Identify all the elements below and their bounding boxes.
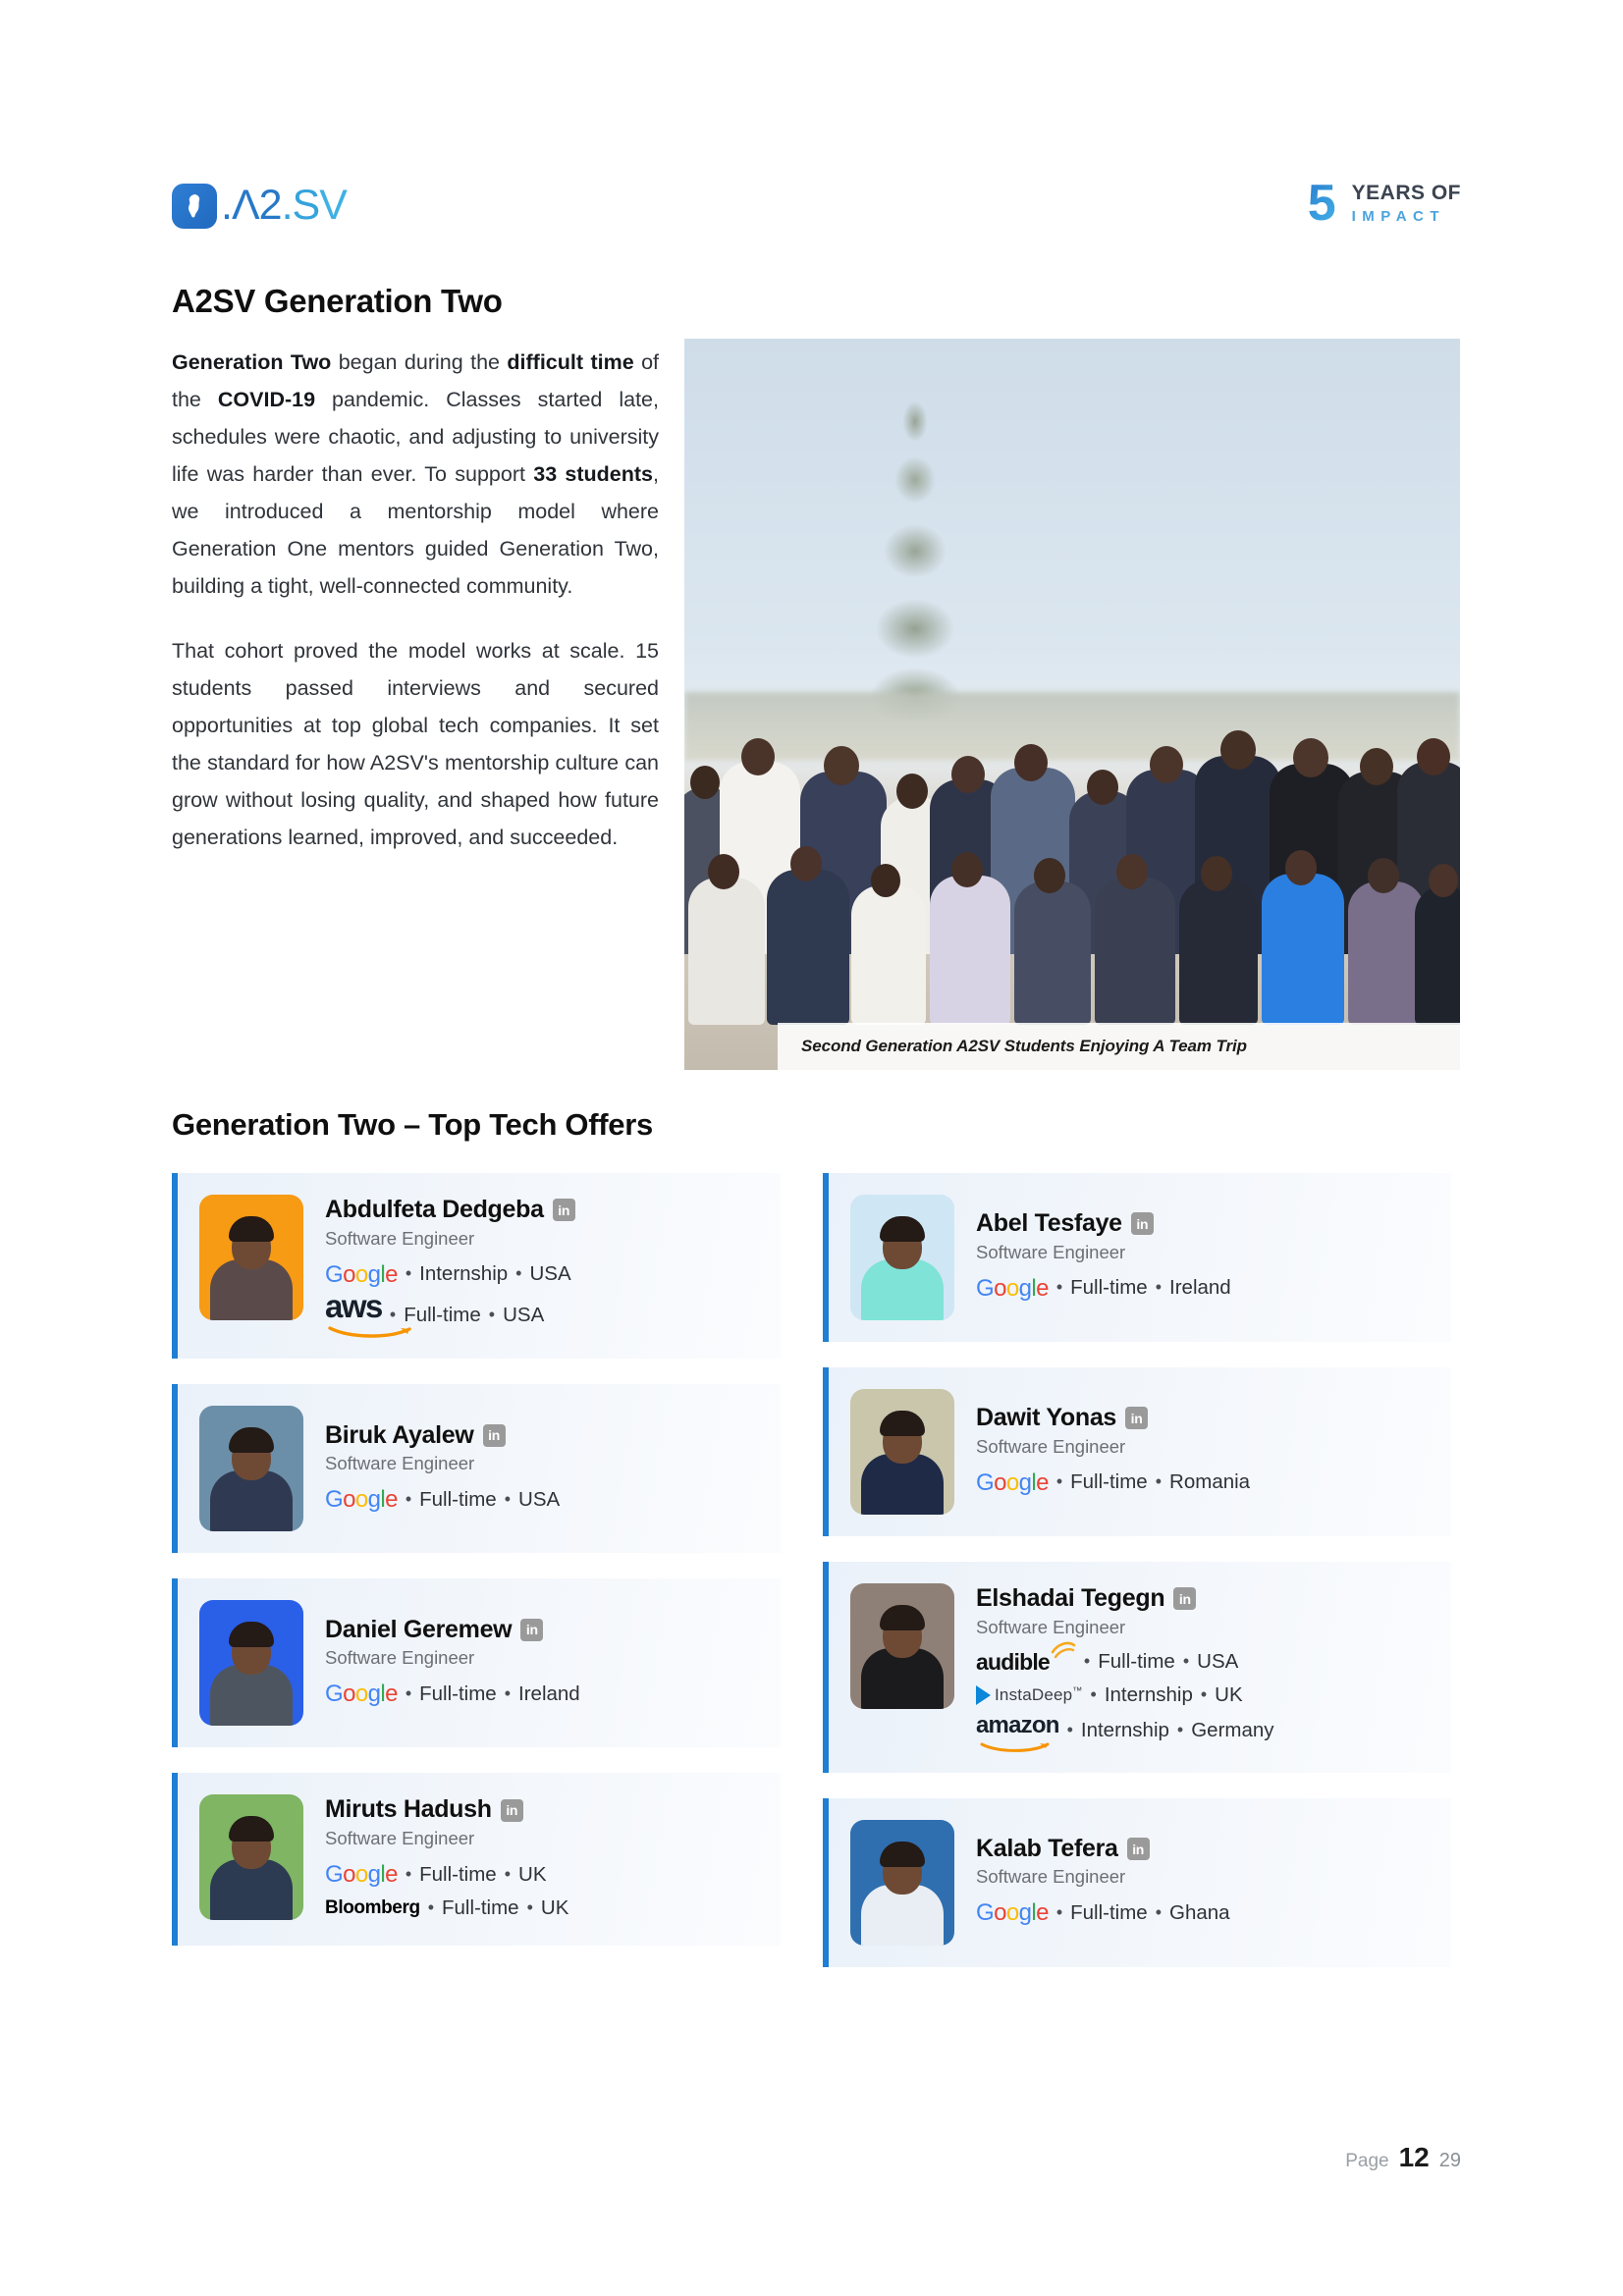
student-role: Software Engineer	[325, 1453, 475, 1474]
a2sv-logo-mark-icon	[172, 184, 217, 229]
photo-crowd-front-row	[684, 819, 1460, 1025]
offer-type: Internship	[1080, 1719, 1169, 1742]
bullet-separator: •	[504, 1863, 512, 1884]
student-role: Software Engineer	[976, 1241, 1126, 1262]
student-name-text: Abdulfeta Dedgeba	[325, 1196, 544, 1223]
linkedin-icon[interactable]: in	[520, 1619, 543, 1641]
offer-type: Full-time	[404, 1303, 481, 1326]
avatar	[850, 1195, 954, 1320]
offer-card-info	[976, 1208, 1434, 1307]
bullet-separator: •	[1176, 1720, 1184, 1740]
instadeep-logo-icon: InstaDeep™	[976, 1682, 1083, 1708]
student-name	[325, 1197, 763, 1224]
paragraph-2: That cohort proved the model works at scale. 15 students passed interviews and secured opportunities at top global tech companies. It set the standard for how A2SV's mentorship culture can grow without losing quality, and shaped how future generations learned, improved, and succeeded.	[172, 639, 659, 849]
offer-location: Germany	[1191, 1719, 1274, 1742]
linkedin-icon[interactable]: in	[483, 1424, 506, 1447]
offer-row	[976, 1645, 1434, 1681]
footer-page-number: 12	[1398, 2142, 1430, 2172]
offer-card-info	[325, 1794, 763, 1923]
page-footer	[1345, 2142, 1461, 2173]
offer-card[interactable]	[172, 1773, 781, 1945]
bullet-separator: •	[1083, 1651, 1091, 1672]
student-name	[976, 1585, 1434, 1613]
offer-location: UK	[540, 1896, 569, 1920]
offer-row	[976, 1270, 1434, 1307]
offers-section-title: Generation Two – Top Tech Offers	[172, 1107, 653, 1142]
bullet-separator: •	[1155, 1901, 1163, 1922]
offer-type: Full-time	[419, 1862, 497, 1886]
student-role: Software Engineer	[976, 1616, 1126, 1637]
student-role: Software Engineer	[325, 1827, 475, 1848]
offer-type: Internship	[1104, 1683, 1193, 1707]
offer-type: Full-time	[442, 1896, 519, 1920]
student-name-text: Biruk Ayalew	[325, 1420, 474, 1449]
google-logo-icon: Google	[325, 1681, 398, 1708]
google-logo-icon: Google	[325, 1860, 398, 1888]
linkedin-icon[interactable]: in	[501, 1799, 523, 1822]
bullet-separator: •	[405, 1488, 412, 1509]
offer-card[interactable]	[172, 1578, 781, 1747]
student-name-text: Kalab Tefera	[976, 1834, 1118, 1862]
student-name	[976, 1405, 1434, 1432]
google-logo-icon: Google	[976, 1468, 1049, 1496]
offer-card-info	[976, 1403, 1434, 1501]
google-logo-icon: Google	[976, 1274, 1049, 1302]
linkedin-icon[interactable]: in	[1127, 1838, 1150, 1860]
offer-row	[976, 1680, 1434, 1711]
offer-card-info	[325, 1195, 763, 1337]
offer-card[interactable]	[823, 1367, 1451, 1536]
offer-location: UK	[1215, 1683, 1243, 1707]
offer-location: USA	[518, 1487, 561, 1511]
body-copy	[172, 344, 659, 883]
student-role: Software Engineer	[976, 1866, 1126, 1888]
offer-card[interactable]	[172, 1384, 781, 1553]
bullet-separator: •	[526, 1897, 533, 1918]
page-title: A2SV Generation Two	[172, 283, 503, 319]
student-name	[976, 1836, 1434, 1863]
offer-row	[325, 1287, 763, 1338]
student-name-text: Dawit Yonas	[976, 1404, 1117, 1432]
impact-years-of-label: YEARS OF	[1351, 182, 1461, 205]
bullet-separator: •	[515, 1263, 522, 1284]
amazon-logo-icon: amazon	[976, 1711, 1059, 1751]
offer-card[interactable]	[172, 1173, 781, 1359]
offer-location: Ireland	[518, 1682, 580, 1705]
bullet-separator: •	[504, 1488, 512, 1509]
avatar	[199, 1794, 303, 1920]
offer-type: Full-time	[419, 1487, 497, 1511]
offer-cards-column-right	[823, 1173, 1451, 1993]
bullet-separator: •	[1055, 1471, 1063, 1492]
offer-type: Full-time	[419, 1682, 497, 1705]
bullet-separator: •	[1200, 1684, 1208, 1705]
student-name-text: Elshadai Tegegn	[976, 1584, 1165, 1612]
paragraph-1: Generation Two began during the difficult time of the COVID-19 pandemic. Classes started late, schedules were chaotic, and adjusting to university life was harder than ever. To support 33 students, we introduced a mentorship model where Generation One mentors guided Generation Two, building a tight, well-connected community.	[172, 350, 659, 598]
student-name	[976, 1210, 1434, 1238]
avatar	[199, 1600, 303, 1726]
student-role: Software Engineer	[976, 1435, 1126, 1457]
bullet-separator: •	[405, 1682, 412, 1703]
bullet-separator: •	[427, 1897, 434, 1918]
student-name	[325, 1422, 763, 1450]
impact-number: 5	[1308, 182, 1342, 225]
avatar	[199, 1406, 303, 1531]
bullet-separator: •	[405, 1863, 412, 1884]
a2sv-logo	[172, 182, 347, 230]
offer-card-info	[976, 1834, 1434, 1932]
offer-location: UK	[518, 1862, 547, 1886]
avatar	[850, 1583, 954, 1709]
offer-row	[976, 1895, 1434, 1931]
impact-impact-label: IMPACT	[1351, 208, 1446, 226]
google-logo-icon: Google	[325, 1260, 398, 1288]
offer-location: Ghana	[1169, 1901, 1230, 1925]
avatar	[850, 1389, 954, 1515]
a2sv-logo-text: .Λ2.SV	[221, 182, 347, 229]
linkedin-icon[interactable]: in	[1173, 1587, 1196, 1610]
offer-card-info	[976, 1583, 1434, 1751]
bullet-separator: •	[488, 1304, 496, 1324]
student-name	[325, 1796, 763, 1824]
offer-row	[325, 1256, 763, 1293]
student-name-text: Miruts Hadush	[325, 1795, 492, 1824]
bullet-separator: •	[1055, 1277, 1063, 1298]
offer-location: Romania	[1169, 1470, 1251, 1494]
bullet-separator: •	[405, 1263, 412, 1284]
avatar	[850, 1820, 954, 1946]
bullet-separator: •	[1055, 1901, 1063, 1922]
offer-card-info	[325, 1420, 763, 1519]
bullet-separator: •	[504, 1682, 512, 1703]
bullet-separator: •	[1066, 1720, 1073, 1740]
offer-row	[325, 1676, 763, 1712]
offer-type: Full-time	[1070, 1276, 1148, 1300]
bullet-separator: •	[1155, 1277, 1163, 1298]
offer-type: Full-time	[1070, 1901, 1148, 1925]
linkedin-icon[interactable]: in	[1125, 1407, 1148, 1429]
offer-type: Full-time	[1070, 1470, 1148, 1494]
bullet-separator: •	[389, 1304, 397, 1324]
offer-type: Internship	[419, 1262, 509, 1286]
student-role: Software Engineer	[325, 1647, 475, 1669]
bullet-separator: •	[1182, 1651, 1190, 1672]
student-role: Software Engineer	[325, 1227, 475, 1249]
google-logo-icon: Google	[325, 1486, 398, 1514]
offer-card[interactable]	[823, 1562, 1451, 1773]
footer-page-total: 29	[1438, 2150, 1461, 2171]
offer-location: USA	[1197, 1650, 1239, 1674]
offer-card-info	[325, 1615, 763, 1713]
bullet-separator: •	[1090, 1684, 1097, 1705]
audible-logo-icon: audible	[976, 1645, 1076, 1681]
linkedin-icon[interactable]: in	[553, 1199, 575, 1221]
offer-row	[976, 1711, 1434, 1751]
page-header	[172, 175, 1461, 250]
bloomberg-logo-icon: Bloomberg	[325, 1897, 420, 1919]
linkedin-icon[interactable]: in	[1131, 1212, 1154, 1235]
student-name	[325, 1617, 763, 1644]
offer-type: Full-time	[1098, 1650, 1175, 1674]
aws-logo-icon: aws	[325, 1293, 382, 1338]
offer-row	[325, 1893, 763, 1924]
offer-cards-column-left	[172, 1173, 781, 1971]
offer-location: Ireland	[1169, 1276, 1231, 1300]
footer-page-label: Page	[1345, 2151, 1389, 2171]
offer-row	[976, 1465, 1434, 1501]
offer-row	[325, 1856, 763, 1893]
years-of-impact-badge	[1307, 175, 1461, 232]
bullet-separator: •	[1155, 1471, 1163, 1492]
offer-card[interactable]	[823, 1798, 1451, 1967]
google-logo-icon: Google	[976, 1899, 1049, 1927]
offer-card[interactable]	[823, 1173, 1451, 1342]
photo-caption: Second Generation A2SV Students Enjoying A Team Trip	[778, 1023, 1460, 1070]
offer-row	[325, 1481, 763, 1518]
student-name-text: Daniel Geremew	[325, 1615, 513, 1643]
student-name-text: Abel Tesfaye	[976, 1209, 1122, 1238]
team-trip-photo	[684, 339, 1460, 1070]
avatar	[199, 1195, 303, 1320]
offer-location: USA	[503, 1303, 545, 1326]
offer-location: USA	[529, 1262, 571, 1286]
